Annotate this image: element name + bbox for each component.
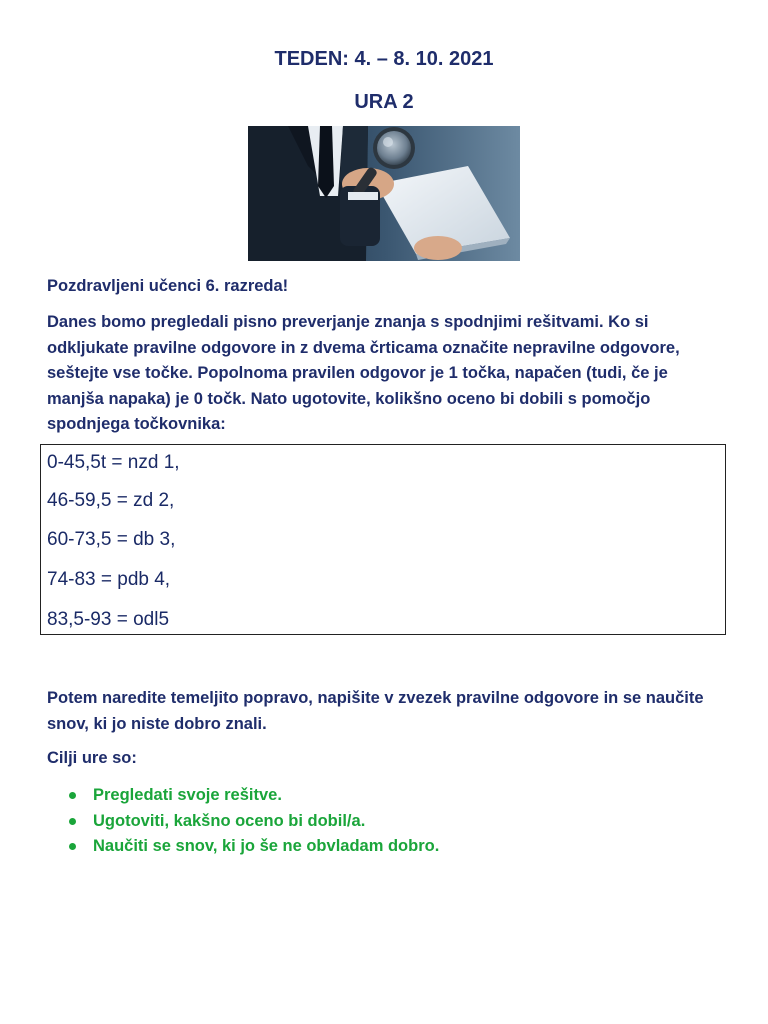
magnifying-glass-document-photo bbox=[248, 126, 520, 261]
followup-paragraph: Potem naredite temeljito popravo, napišite v zvezek pravilne odgovore in se naučite snov, ki jo niste dobro znali. bbox=[47, 689, 704, 733]
goals-list bbox=[65, 783, 439, 860]
goal-text: Ugotoviti, kakšno oceno bi dobil/a. bbox=[93, 811, 366, 830]
lesson-hour-title: URA 2 bbox=[354, 91, 414, 113]
instructions-paragraph: Danes bomo pregledali pisno preverjanje znanja s spodnjimi rešitvami. Ko si odkljukate pravilne odgovore in z dvema črticama označite nepravilne odgovore, seštejte vse točke. Popolnoma pravilen odgovor je 1 točka, napačen (tudi, če je manjša napaka) je 0 točk. Nato ugotovite, kolikšno oceno bi dobili s pomočjo spodnjega točkovnika: bbox=[47, 313, 680, 433]
goals-heading: Cilji ure so: bbox=[47, 749, 137, 767]
grading-scale-item: 46-59,5 = zd 2, bbox=[47, 490, 175, 511]
goal-text: Pregledati svoje rešitve. bbox=[93, 786, 282, 804]
bullet-icon bbox=[69, 843, 76, 850]
goal-item bbox=[65, 783, 439, 809]
grading-scale-item: 83,5-93 = odl5 bbox=[47, 609, 170, 630]
grading-scale-item: 60-73,5 = db 3, bbox=[47, 529, 176, 550]
goal-item bbox=[65, 834, 439, 860]
grading-scale-item: 74-83 = pdb 4, bbox=[47, 569, 171, 590]
greeting-text: Pozdravljeni učenci 6. razreda! bbox=[47, 277, 289, 295]
bullet-icon bbox=[69, 818, 76, 825]
grading-scale-box bbox=[40, 444, 726, 635]
goal-text: Naučiti se snov, ki jo še ne obvladam dobro. bbox=[93, 837, 440, 855]
grading-scale-item: 0-45,5t = nzd 1, bbox=[47, 452, 180, 473]
bullet-icon bbox=[69, 792, 76, 799]
week-title: TEDEN: 4. – 8. 10. 2021 bbox=[274, 48, 494, 70]
goal-item bbox=[65, 809, 439, 835]
